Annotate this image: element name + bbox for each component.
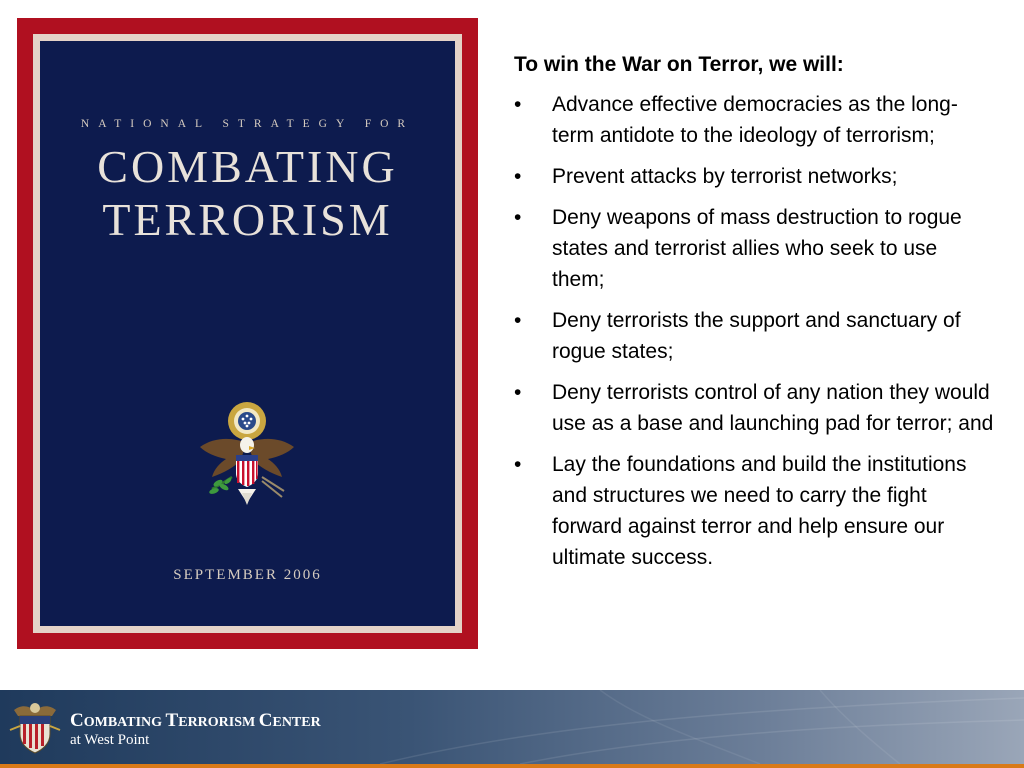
bullet-text: Advance effective democracies as the long-term antidote to the ideology of terrorism; — [552, 93, 958, 147]
cover-supertitle: NATIONAL STRATEGY FOR — [80, 118, 415, 130]
footer-org-name: COMBATING TERRORISM CENTER — [70, 710, 321, 731]
bullet-text: Deny weapons of mass destruction to rogue states and terrorist allies who seek to use them; — [552, 206, 962, 291]
list-item — [514, 449, 994, 573]
bullet-icon: • — [514, 309, 522, 332]
bullet-icon: • — [514, 206, 522, 229]
bullet-text: Prevent attacks by terrorist networks; — [552, 165, 898, 188]
footer-accent-line — [0, 764, 1024, 768]
list-item — [514, 89, 994, 151]
list-item — [514, 161, 994, 192]
bullet-text: Deny terrorists control of any nation they would use as a base and launching pad for terror; and — [552, 381, 994, 435]
cover-title-line1: COMBATING — [97, 141, 398, 192]
footer-banner — [0, 690, 1024, 764]
cover-panel — [40, 41, 455, 626]
bullet-text: Lay the foundations and build the institutions and structures we need to carry the fight forward against terror and help ensure our ultimate success. — [552, 453, 967, 569]
bullet-icon: • — [514, 453, 522, 476]
list-item — [514, 305, 994, 367]
content-heading: To win the War on Terror, we will: — [514, 53, 844, 76]
book-cover — [17, 18, 478, 649]
great-seal-eagle-icon — [192, 397, 302, 515]
bullet-icon: • — [514, 165, 522, 188]
bullet-icon: • — [514, 93, 522, 116]
list-item — [514, 377, 994, 439]
west-point-crest-icon — [8, 696, 62, 756]
cover-title-line2: TERRORISM — [102, 194, 393, 245]
cover-mat — [33, 34, 462, 633]
bullet-icon: • — [514, 381, 522, 404]
cover-date: SEPTEMBER 2006 — [173, 567, 322, 583]
list-item — [514, 202, 994, 295]
strategy-bullet-list — [514, 89, 994, 583]
bullet-text: Deny terrorists the support and sanctuary of rogue states; — [552, 309, 961, 363]
footer-org-subtitle: at West Point — [70, 732, 150, 748]
